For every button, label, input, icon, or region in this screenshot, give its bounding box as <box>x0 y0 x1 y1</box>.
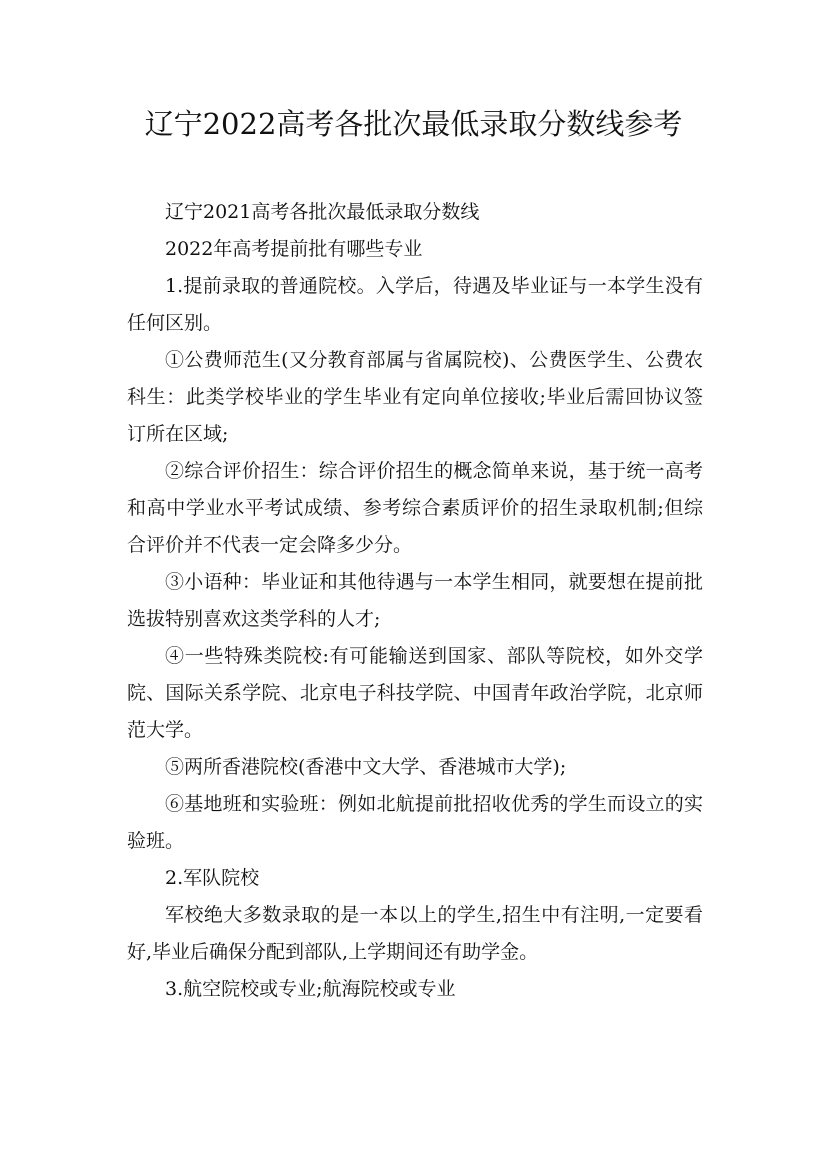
paragraph: 2022年高考提前批有哪些专业 <box>165 238 423 260</box>
paragraph: 辽宁2021高考各批次最低录取分数线 <box>165 201 480 223</box>
paragraph: 3.航空院校或专业;航海院校或专业 <box>165 978 456 1000</box>
document-title: 辽宁2022高考各批次最低录取分数线参考 <box>144 107 683 141</box>
paragraph: ①公费师范生(又分教育部属与省属院校)、公费医学生、公费农科生：此类学校毕业的学生毕业有定向单位接收;毕业后需回协议签订所在区域; <box>127 349 703 445</box>
paragraph: ③小语种：毕业证和其他待遇与一本学生相同，就要想在提前批选拔特别喜欢这类学科的人才; <box>127 571 703 630</box>
document-body <box>127 194 703 1008</box>
paragraph: 1.提前录取的普通院校。入学后，待遇及毕业证与一本学生没有任何区别。 <box>127 275 703 334</box>
paragraph: ④一些特殊类院校:有可能输送到国家、部队等院校，如外交学院、国际关系学院、北京电子科技学院、中国青年政治学院，北京师范大学。 <box>127 645 703 741</box>
paragraph: 2.军队院校 <box>165 867 260 889</box>
paragraph: ⑤两所香港院校(香港中文大学、香港城市大学); <box>165 756 567 778</box>
paragraph: ②综合评价招生：综合评价招生的概念简单来说，基于统一高考和高中学业水平考试成绩、参考综合素质评价的招生录取机制;但综合评价并不代表一定会降多少分。 <box>127 460 703 556</box>
paragraph: ⑥基地班和实验班：例如北航提前批招收优秀的学生而设立的实验班。 <box>127 793 703 852</box>
paragraph: 军校绝大多数录取的是一本以上的学生,招生中有注明,一定要看好,毕业后确保分配到部队,上学期间还有助学金。 <box>127 904 703 963</box>
